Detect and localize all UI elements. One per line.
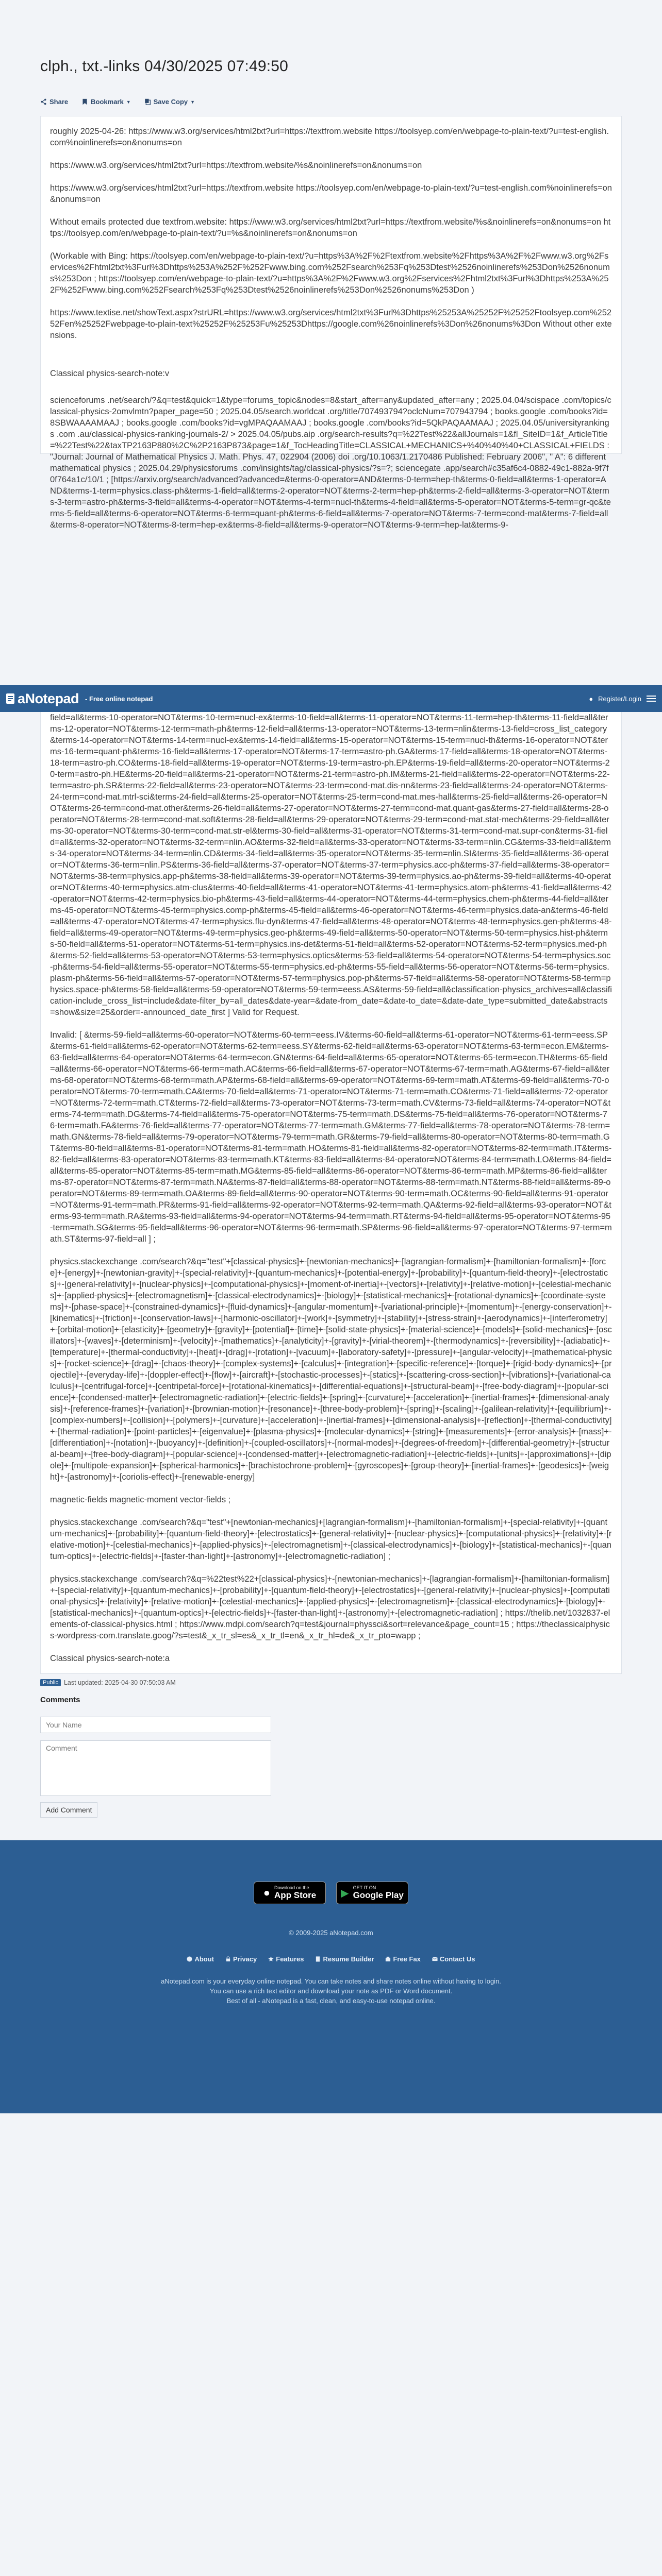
meta-line (40, 1679, 622, 1686)
footer-text-line-2: You can use a rich text editor and download your note as PDF or Word document. (209, 1987, 453, 1995)
copy-icon (144, 98, 151, 105)
footer-link-resume-builder[interactable]: Resume Builder (315, 1955, 374, 1963)
app-store-small: Download on the (274, 1885, 309, 1890)
note-paragraph: scienceforums .net/search/?&q=test&quick=1&type=forums_topic&nodes=8&start_after=any&updated_after=any ; 2025.04.04/scispace .com/topics/classical-physics-2omvlmtn?paper_page=50 ; 2025.04.05/search.worldcat .org/title/707493794?oclcNum=707943794 ; books.google .com/books?id=8SBWAAAAMAAJ ; books.google .com/books?id=vgMPAQAAMAAJ ; books.google .com/books?id=5QkPAQAAMAAJ ; 2025.04.05/universityrankings .com .au/classical-physics-ranking-journals-2/ > 2025.04.05/pubs.aip .org/search-results?q=%22Test%22&allJournals=1&fl_SiteID=1&f_ArticleTitle=%22Test%22&taxTP2163P880%2C%2P2163P873&page=1&f_TocHeadingTitle=CLASSICAL+MECHANICS+%40%40%40+CLASSICAL+FIELDS : "Journal: Journal of Mathematical Physics J. Math. Phys. 47, 022904 (2006) doi .org/10.1063/1.2170486 Published: February 2006", " A": 6 different mathematical physics ; 2025.04.29/physicsforums .com/insights/tag/classical-physics/?s=?; sciencegate .app/search#c35af6c4-0882-49c1-882a-9f7f0f764a1c/10/1 ; [https://arxiv.org/search/advanced?advanced=&terms-0-operator=AND&terms-0-term=hep-th&terms-0-field=all&terms-1-operator=AND&terms-1-term=physics.class-ph&terms-1-field=all&terms-2-operator=NOT&terms-2-term=hep-ph&terms-2-field=all&terms-3-operator=NOT&terms-3-term=astro-ph&terms-3-field=all&terms-4-operator=NOT&terms-4-term=nucl-th&terms-4-field=all&terms-5-operator=NOT&terms-5-term=gr-qc&terms-5-field=all&terms-6-operator=NOT&terms-6-term=quant-ph&terms-6-field=all&terms-7-operator=NOT&terms-7-term=cond-mat&terms-7-field=all&terms-8-operator=NOT&terms-8-term=hep-ex&terms-8-field=all&terms-9-operator=NOT&terms-9-term=hep-lat&terms-9- (50, 396, 611, 530)
copyright: © 2009-2025 aNotepad.com (289, 1929, 373, 1937)
site-header (0, 685, 662, 712)
last-updated: Last updated: 2025-04-30 07:50:03 AM (63, 1679, 176, 1686)
note-content (40, 116, 622, 530)
footer-text-line-1: aNotepad.com is your everyday online notepad. You can take notes and share notes online without having to login. (161, 1977, 501, 1985)
app-store-badge[interactable] (254, 1882, 326, 1904)
bookmark-icon (81, 98, 88, 105)
notepad-icon (6, 693, 14, 704)
body-area (0, 685, 662, 1818)
google-play-big: Google Play (353, 1890, 404, 1900)
note-paragraph: magnetic-fields magnetic-moment vector-fields ; (50, 1495, 231, 1504)
note-paragraph: Without emails protected due textfrom.website: https://www.w3.org/services/html2txt?url=https://textfrom.website/%s&noinlinerefs=on&nonums=on https://toolsyep.com/en/webpage-to-plain-text/?u=%s&noinlinerefs=on&nonums=on (50, 217, 611, 238)
note-paragraph: https://www.w3.org/services/html2txt?url=https://textfrom.website https://toolsyep.com/en/webpage-to-plain-text/?u=test-english.com%noinlinerefs=on&nonums=on (50, 183, 612, 204)
note-paragraph: physics.stackexchange .com/search?&q="test"+[newtonian-mechanics]+[lagrangian-formalism]+-[hamiltonian-formalism]+-[special-relativity]+-[quantum-mechanics]+-[probability]+-[quantum-field-theory]+-[electrostatics]+-[general-relativity]+-[nuclear-physics]+-[computational-physics]+-[relativity]+-[relative-motion]+-[celestial-mechanics]+-[applied-physics]+-[electromagnetism]+-[classical-electrodynamics]+-[biology]+-[statistical-mechanics]+-[quantum-optics]+-[electric-fields]+-[faster-than-light]+-[astronomy]+-[electromagnetic-radiation] ; (50, 1518, 612, 1561)
chevron-down-icon: ▼ (126, 99, 131, 105)
note-paragraph: Classical physics-search-note:a (50, 1654, 170, 1663)
user-icon: ● (589, 694, 593, 703)
footer-links (0, 1955, 662, 1963)
comments-title: Comments (40, 1696, 80, 1704)
note-paragraph: https://www.w3.org/services/html2txt?url=https://textfrom.website/%s&noinlinerefs=on&nonums=on (50, 161, 422, 170)
register-login-link[interactable]: Register/Login (598, 694, 641, 703)
share-icon (40, 98, 47, 105)
app-store-big: App Store (274, 1890, 317, 1900)
footer-link-free-fax[interactable]: Free Fax (385, 1955, 420, 1963)
store-badges (0, 1882, 662, 1904)
bookmark-button[interactable] (81, 98, 131, 106)
note-paragraph: roughly 2025-04-26: https://www.w3.org/services/html2txt?url=https://textfrom.website https://toolsyep.com/en/webpage-to-plain-text/?u=test-english.com%noinlinerefs=on&nonums=on (50, 127, 609, 147)
share-label: Share (49, 98, 69, 106)
note-paragraph: field=all&terms-10-operator=NOT&terms-10-term=nucl-ex&terms-10-field=all&terms-11-operator=NOT&terms-11-term=hep-th&terms-11-field=all&terms-12-operator=NOT&terms-12-term=math-ph&terms-12-field=all&terms-13-operator=NOT&terms-13-term=nlin&terms-13-field=cross_list_category&terms-14-operator=NOT&terms-14-term=nucl-ex&terms-14-field=all&terms-15-operator=NOT&terms-15-term=nucl-th&terms-16-operator=NOT&terms-16-term=quant-ph&terms-16-field=all&terms-17-operator=NOT&terms-17-term=astro-ph.GA&terms-17-field=all&terms-18-operator=NOT&terms-18-term=astro-ph.CO&terms-18-field=all&terms-19-operator=NOT&terms-19-term=astro-ph.EP&terms-19-field=all&terms-20-operator=NOT&terms-20-term=astro-ph.HE&terms-20-field=all&terms-21-operator=NOT&terms-21-term=astro-ph.IM&terms-21-field=all&terms-22-operator=NOT&terms-22-term=astro-ph.SR&terms-22-field=all&terms-23-operator=NOT&terms-23-term=cond-mat.dis-nn&terms-23-field=all&terms-24-operator=NOT&terms-24-term=cond-mat.mtrl-sci&terms-24-field=all&terms-25-operator=NOT&terms-25-term=cond-mat.mes-hall&terms-25-field=all&terms-26-operator=NOT&terms-26-term=cond-mat.other&terms-26-field=all&terms-27-operator=NOT&terms-27-term=cond-mat.quant-gas&terms-27-field=all&terms-28-operator=NOT&terms-28-term=cond-mat.soft&terms-28-field=all&terms-29-operator=NOT&terms-29-term=cond-mat.stat-mech&terms-29-field=all&terms-30-operator=NOT&terms-30-term=cond-mat.str-el&terms-30-field=all&terms-31-operator=NOT&terms-31-term=cond-mat.supr-con&terms-31-field=all&terms-32-operator=NOT&terms-32-term=nlin.AO&terms-32-field=all&terms-33-operator=NOT&terms-33-term=nlin.CG&terms-33-field=all&terms-34-operator=NOT&terms-34-term=nlin.CD&terms-34-field=all&terms-35-operator=NOT&terms-35-term=nlin.SI&terms-35-field=all&terms-36-operator=NOT&terms-36-term=nlin.PS&terms-36-field=all&terms-37-operator=NOT&terms-37-term=physics.acc-ph&terms-37-field=all&terms-38-operator=NOT&terms-38-term=physics.app-ph&terms-38-field=all&terms-39-operator=NOT&terms-39-term=physics.ao-ph&terms-39-field=all&terms-40-operator=NOT&terms-40-term=physics.atm-clus&terms-40-field=all&terms-41-operator=NOT&terms-41-term=physics.atom-ph&terms-41-field=all&terms-42-operator=NOT&terms-42-term=physics.bio-ph&terms-43-field=all&terms-44-operator=NOT&terms-44-term=physics.chem-ph&terms-44-field=all&terms-45-operator=NOT&terms-45-term=physics.comp-ph&terms-45-field=all&terms-46-operator=NOT&terms-46-term=physics.data-an&terms-46-field=all&terms-47-operator=NOT&terms-47-term=physics.flu-dyn&terms-47-field=all&terms-48-operator=NOT&terms-48-term=physics.gen-ph&terms-48-field=all&terms-49-operator=NOT&terms-49-term=physics.geo-ph&terms-49-field=all&terms-50-operator=NOT&terms-50-term=physics.hist-ph&terms-50-field=all&terms-51-operator=NOT&terms-51-term=physics.ins-det&terms-51-field=all&terms-52-operator=NOT&terms-52-term=physics.med-ph&terms-52-field=all&terms-53-operator=NOT&terms-53-term=physics.optics&terms-53-field=all&terms-54-operator=NOT&terms-54-term=physics.soc-ph&terms-54-field=all&terms-55-operator=NOT&terms-55-term=physics.ed-ph&terms-55-field=all&terms-56-operator=NOT&terms-56-term=physics.plasm-ph&terms-56-field=all&terms-57-operator=NOT&terms-57-term=physics.pop-ph&terms-57-field=all&terms-58-operator=NOT&terms-58-term=physics.space-ph&terms-58-field=all&terms-59-operator=NOT&terms-59-term=eess.AS&terms-59-field=all&classification-physics_archives=all&classification-include_cross_list=include&date-filter_by=all_dates&date-year=&date-from_date=&date-to_date=&date-date_type=submitted_date&abstracts=show&size=25&order=-announced_date_first ] Valid for Request. (50, 713, 612, 1017)
menu-icon[interactable] (647, 696, 656, 702)
document-icon (315, 1956, 321, 1962)
action-row (40, 98, 622, 106)
name-input[interactable] (40, 1717, 271, 1733)
note-paragraph: https://www.textise.net/showText.aspx?strURL=https://www.w3.org/services/html2txt%3Furl%3Dhttps%25253A%25252F%25252Ftoolsyep.com%25252Fen%25252Fwebpage-to-plain-text%25252F%25253Fu%25253Dhttps://google.com%26noinlinerefs%3Don%26nonums%3Don Without other extensions. (50, 308, 612, 340)
footer (0, 1840, 662, 2113)
fax-icon (385, 1956, 391, 1962)
public-badge: Public (40, 1679, 61, 1686)
note-paragraph: Classical physics-search-note:v (50, 369, 170, 378)
envelope-icon (432, 1956, 438, 1962)
brand[interactable] (6, 691, 153, 707)
note-paragraph: physics.stackexchange .com/search?&q=%22test%22+[classical-physics]+-[newtonian-mechanics]+-[lagrangian-formalism]+-[hamiltonian-formalism]+-[special-relativity]+-[quantum-mechanics]+-[probability]+-[quantum-field-theory]+-[electrostatics]+-[general-relativity]+-[nuclear-physics]+-[computational-physics]+-[relativity]+-[relative-motion]+-[celestial-mechanics]+-[applied-physics]+-[electromagnetism]+-[classical-electrodynamics]+-[biology]+-[statistical-mechanics]+-[quantum-optics]+-[electric-fields]+-[faster-than-light]+-[astronomy]+-[electromagnetic-radiation] ; https://thelib.net/1032837-elements-of-classical-physics.html ; https://www.mdpi.com/search?q=test&journal=physsci&sort=relevance&page_count=15 ; https://theclassicalphysics-wordpress-com.translate.goog/?s=test&_x_tr_sl=es&_x_tr_tl=en&_x_tr_hl=de&_x_tr_pto=wapp ; (50, 1574, 610, 1640)
note-paragraph: physics.stackexchange .com/search?&q="test"+[classical-physics]+-[newtonian-mechanics]+-[lagrangian-formalism]+-[hamiltonian-formalism]+-[force]+-[energy]+-[newtonian-gravity]+-[special-relativity]+-[quantum-mechanics]+-[potential-energy]+-[probability]+-[quantum-field-theory]+-[electrostatics]+-[general-relativity]+-[nuclear-physics]+-[computational-physics]+-[moment-of-inertia]+-[vectors]+-[relativity]+-[relative-motion]+-[celestial-mechanics]+-[applied-physics]+-[electromagnetism]+-[classical-electrodynamics]+-[biology]+-[statistical-mechanics]+-[rotational-dynamics]+-[coordinate-systems]+-[phase-space]+-[constrained-dynamics]+-[fluid-dynamics]+-[angular-momentum]+-[variational-principle]+-[momentum]+-[energy-conservation]+-[kinematics]+-[friction]+-[conservation-laws]+-[harmonic-oscillator]+-[work]+-[symmetry]+-[stability]+-[stress-strain]+-[aerodynamics]+-[interferometry]+-[orbital-motion]+-[elasticity]+-[geometry]+-[gravity]+-[potential]+-[time]+-[solid-state-physics]+-[material-science]+-[models]+-[solid-mechanics]+-[oscillators]+-[waves]+-[determinism]+-[velocity]+-[mathematics]+-[analyticity]+-[gravity]+-[virial-theorem]+-[thermodynamics]+-[reversibility]+-[adiabatic]+-[temperature]+-[thermal-conductivity]+-[heat]+-[drag]+-[rotation]+-[vacuum]+-[laboratory-safety]+-[pressure]+-[angular-velocity]+-[mathematical-physics]+-[rocket-science]+-[drag]+-[chaos-theory]+-[complex-systems]+-[calculus]+-[integration]+-[specific-reference]+-[torque]+-[rigid-body-dynamics]+-[projectile]+-[everyday-life]+-[doppler-effect]+-[flow]+-[aircraft]+-[stochastic-processes]+-[statics]+-[scattering-cross-section]+-[vibrations]+-[variational-calculus]+-[centrifugal-force]+-[centripetal-force]+-[rotational-kinematics]+-[differential-equations]+-[structural-beam]+-[free-body-diagram]+-[popular-science]+-[condensed-matter]+-[electromagnetic-radiation]+-[electric-fields]+-[spring]+-[curvature]+-[acceleration]+-[inertial-frames]+-[dimensional-analysis]+-[reference-frames]+-[variation]+-[brownian-motion]+-[resonance]+-[three-body-problem]+-[spring]+-[scaling]+-[galilean-relativity]+-[equilibrium]+-[complex-numbers]+-[collision]+-[polymers]+-[curvature]+-[acceleration]+-[inertial-frames]+-[dimensional-analysis]+-[reflection]+-[thermal-conductivity]+-[thermal-radiation]+-[point-particles]+-[eigenvalue]+-[plasma-physics]+-[molecular-dynamics]+-[string]+-[measurements]+-[error-analysis]+-[mass]+-[differentiation]+-[notation]+-[buoyancy]+-[definition]+-[coupled-oscillators]+-[normal-modes]+-[degrees-of-freedom]+-[differential-geometry]+-[structural-beam]+-[free-body-diagram]+-[popular-science]+-[condensed-matter]+-[electromagnetic-radiation]+-[electric-fields]+-[units]+-[approximations]+-[dipole]+-[multipole-expansion]+-[spherical-harmonics]+-[brachistochrone-problem]+-[gyroscopes]+-[group-theory]+-[inertial-frames]+-[geodesics]+-[weight]+-[astronomy]+-[coriolis-effect]+-[renewable-energy] (50, 1257, 612, 1482)
footer-text-line-3: Best of all - aNotepad is a fast, clean, and easy-to-use notepad online. (226, 1997, 436, 2005)
brand-tagline: - Free online notepad (85, 694, 153, 703)
google-play-small: GET IT ON (353, 1885, 376, 1890)
note-paragraph: (Workable with Bing: https://toolsyep.com/en/webpage-to-plain-text/?u=https%3A%2F%2Ftextfrom.website%2Fhttps%3A%2F%2Fwww.w3.org%2Fservices%2Fhtml2txt%3Furl%3Dhttps%253A%252F%252Fwww.bing.com%252Fsearch%253Fq%253Dtest%2526noinlinerefs%253Don%2526nonums%253Don ; https://toolsyep.com/en/webpage-to-plain-text/?u=https%3A%2F%2Fwww.w3.org%2Fservices%2Fhtml2txt%3Furl%3Dhttps%253A%252F%252Fwww.bing.com%252Fsearch%253Fq%253Dtest%2526noinlinerefs%253Don%2526nonums%253Don ) (50, 251, 610, 295)
note-paragraph: Invalid: [ &terms-59-field=all&terms-60-operator=NOT&terms-60-term=eess.IV&terms-60-field=all&terms-61-operator=NOT&terms-61-term=eess.SP&terms-61-field=all&terms-62-operator=NOT&terms-62-term=eess.SY&terms-62-field=all&terms-63-operator=NOT&terms-63-term=econ.EM&terms-63-field=all&terms-64-operator=NOT&terms-64-term=econ.GN&terms-64-field=all&terms-65-operator=NOT&terms-65-term=econ.TH&terms-65-field=all&terms-66-operator=NOT&terms-66-term=math.AC&terms-66-field=all&terms-67-operator=NOT&terms-67-term=math.AG&terms-67-field=all&terms-68-operator=NOT&terms-68-term=math.AP&terms-68-field=all&terms-69-operator=NOT&terms-69-term=math.AT&terms-69-field=all&terms-70-operator=NOT&terms-70-term=math.CA&terms-70-field=all&terms-71-operator=NOT&terms-71-term=math.CO&terms-71-field=all&terms-72-operator=NOT&terms-72-term=math.CT&terms-72-field=all&terms-73-operator=NOT&terms-73-term=math.CV&terms-73-field=all&terms-74-operator=NOT&terms-74-term=math.DG&terms-74-field=all&terms-75-operator=NOT&terms-75-term=math.DS&terms-75-field=all&terms-76-operator=NOT&terms-76-term=math.FA&terms-76-field=all&terms-77-operator=NOT&terms-77-term=math.GM&terms-77-field=all&terms-78-operator=NOT&terms-78-term=math.GN&terms-78-field=all&terms-79-operator=NOT&terms-79-term=math.GR&terms-79-field=all&terms-80-operator=NOT&terms-80-term=math.GT&terms-80-field=all&terms-81-operator=NOT&terms-81-term=math.HO&terms-81-field=all&terms-82-operator=NOT&terms-82-term=math.IT&terms-82-field=all&terms-83-operator=NOT&terms-83-term=math.KT&terms-83-field=all&terms-84-operator=NOT&terms-84-term=math.LO&terms-84-field=all&terms-85-operator=NOT&terms-85-term=math.MG&terms-85-field=all&terms-86-operator=NOT&terms-86-term=math.MP&terms-86-field=all&terms-87-operator=NOT&terms-87-term=math.NA&terms-87-field=all&terms-88-operator=NOT&terms-88-term=math.NT&terms-88-field=all&terms-89-operator=NOT&terms-89-term=math.OA&terms-89-field=all&terms-90-operator=NOT&terms-90-term=math.OC&terms-90-field=all&terms-91-operator=NOT&terms-91-term=math.PR&terms-91-field=all&terms-92-operator=NOT&terms-92-term=math.QA&terms-92-field=all&terms-93-operator=NOT&terms-93-term=math.RA&terms-93-field=all&terms-94-operator=NOT&terms-94-term=math.RT&terms-94-field=all&terms-95-operator=NOT&terms-95-term=math.SG&terms-95-field=all&terms-96-operator=NOT&terms-96-term=math.SP&terms-96-field=all&terms-97-operator=NOT&terms-97-term=math.ST&terms-97-field=all ] ; (50, 1030, 612, 1244)
star-icon (268, 1956, 274, 1962)
comments-section (40, 1696, 622, 1818)
note-content-continued (40, 685, 622, 1674)
header-right (589, 695, 656, 703)
footer-link-features[interactable]: Features (268, 1955, 304, 1963)
chevron-down-icon: ▼ (190, 99, 195, 105)
google-play-badge[interactable] (336, 1882, 408, 1904)
share-button[interactable] (40, 98, 68, 106)
footer-link-privacy[interactable]: Privacy (225, 1955, 257, 1963)
save-copy-button[interactable] (144, 98, 195, 106)
play-icon: ▶ (341, 1887, 349, 1899)
footer-link-about[interactable]: About (187, 1955, 214, 1963)
add-comment-button[interactable]: Add Comment (40, 1802, 97, 1818)
lock-icon (225, 1956, 231, 1962)
info-icon (187, 1956, 192, 1962)
bookmark-label: Bookmark (91, 98, 124, 106)
brand-logo: aNotepad (18, 690, 79, 706)
footer-link-contact-us[interactable]: Contact Us (432, 1955, 475, 1963)
page-title: clph., txt.-links 04/30/2025 07:49:50 (40, 58, 289, 75)
top-area (0, 0, 662, 706)
save-copy-label: Save Copy (153, 98, 188, 106)
apple-icon: ● (263, 1886, 271, 1899)
comment-input[interactable] (40, 1740, 271, 1796)
